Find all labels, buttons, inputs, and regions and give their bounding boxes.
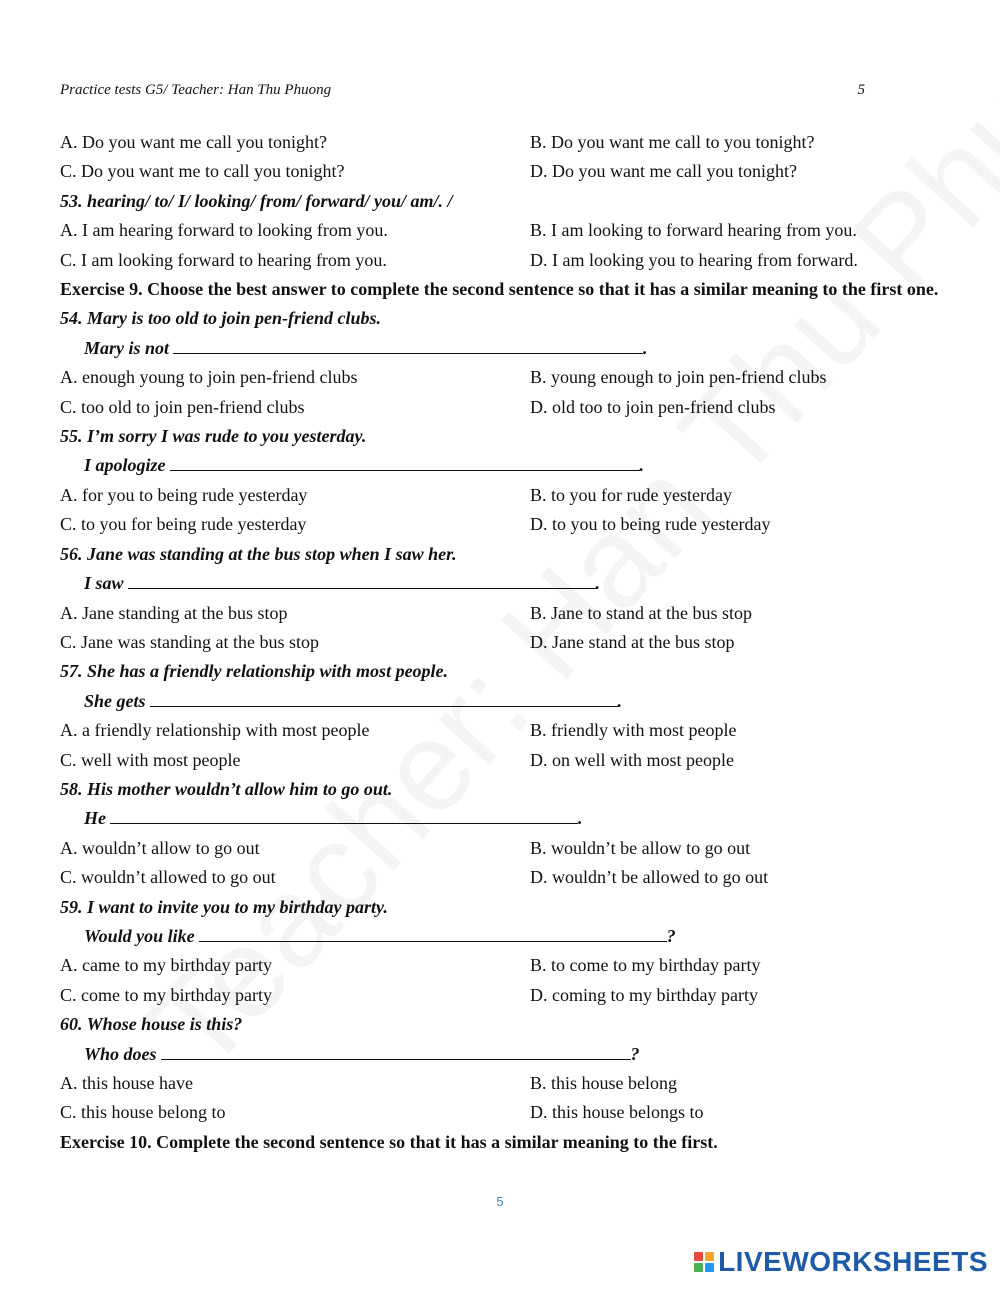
option[interactable]: B. to come to my birthday party [530,955,761,976]
answer-stem [60,451,950,480]
stem-end: . [578,808,583,829]
option[interactable]: C. to you for being rude yesterday [60,514,307,535]
page-header [60,82,865,99]
option[interactable]: A. this house have [60,1073,193,1093]
stem-text: Mary is not [84,337,170,358]
answer-blank[interactable] [161,1041,631,1060]
options-row [60,246,950,275]
q52-options-row-2 [60,157,950,186]
option[interactable]: C. come to my birthday party [60,984,272,1005]
option[interactable]: D. Do you want me call you tonight? [530,161,797,182]
logo-square [694,1252,703,1261]
option[interactable]: A. a friendly relationship with most people [60,720,370,741]
option[interactable]: D. wouldn’t be allowed to go out [530,867,769,888]
stem-text: I apologize [84,455,166,476]
question-prompt: 54. Mary is too old to join pen-friend clubs. [60,308,382,329]
option[interactable]: B. wouldn’t be allow to go out [530,837,751,858]
answer-stem [60,569,950,598]
logo-square [705,1252,714,1261]
option[interactable]: D. on well with most people [530,749,734,770]
options-row [60,599,950,628]
header-page-number: 5 [857,82,865,98]
options-row [60,628,950,657]
stem-text: He [84,808,106,829]
stem-text: She gets [84,690,146,711]
option[interactable]: C. Jane was standing at the bus stop [60,631,319,652]
option[interactable]: D. coming to my birthday party [530,984,758,1005]
options-row [60,393,950,422]
logo-text: LIVEWORKSHEETS [718,1246,988,1277]
stem-end: . [643,337,648,358]
options-row [60,834,950,863]
stem-end: ? [630,1043,640,1064]
options-row [60,481,950,510]
options-row [60,716,950,745]
option[interactable]: B. this house belong [530,1073,677,1093]
answer-stem [60,1040,950,1069]
option[interactable]: D. this house belongs to [530,1102,704,1123]
question-prompt: 53. hearing/ to/ I/ looking/ from/ forward/ you/ am/. / [60,190,453,211]
option[interactable]: B. young enough to join pen-friend clubs [530,367,827,388]
question-prompt: 55. I’m sorry I was rude to you yesterday. [60,426,367,447]
answer-blank[interactable] [150,688,618,707]
answer-blank[interactable] [173,335,643,354]
exercise-heading: Exercise 9. Choose the best answer to complete the second sentence so that it has a similar meaning to the first one. [60,279,939,300]
stem-end: ? [666,925,676,946]
logo-grid-icon [694,1252,714,1272]
options-row [60,363,950,392]
option[interactable]: A. came to my birthday party [60,955,272,976]
worksheet-content [60,128,950,1157]
answer-blank[interactable] [128,570,596,589]
question-prompt: 59. I want to invite you to my birthday party. [60,896,388,917]
answer-stem [60,922,950,951]
option[interactable]: C. I am looking forward to hearing from you. [60,249,387,270]
logo-square [694,1263,703,1272]
option[interactable]: A. enough young to join pen-friend clubs [60,367,358,388]
option[interactable]: D. Jane stand at the bus stop [530,631,735,652]
option[interactable]: D. old too to join pen-friend clubs [530,396,776,417]
option[interactable]: A. for you to being rude yesterday [60,484,308,505]
option[interactable]: B. to you for rude yesterday [530,484,732,505]
options-row [60,746,950,775]
answer-stem [60,334,950,363]
options-row [60,863,950,892]
question-prompt: 56. Jane was standing at the bus stop when I saw her. [60,543,457,564]
options-row [60,1069,950,1098]
option[interactable]: B. Jane to stand at the bus stop [530,602,752,623]
answer-blank[interactable] [199,923,667,942]
option[interactable]: A. Jane standing at the bus stop [60,602,288,623]
option[interactable]: C. Do you want me to call you tonight? [60,161,345,182]
stem-end: . [639,455,645,476]
option[interactable]: C. well with most people [60,749,241,770]
options-row [60,1098,950,1127]
stem-text: Would you like [84,925,195,946]
options-row [60,216,950,245]
q52-options-row-1 [60,128,950,157]
option[interactable]: D. I am looking you to hearing from forward. [530,249,858,270]
question-prompt: 57. She has a friendly relationship with most people. [60,661,449,682]
option[interactable]: D. to you to being rude yesterday [530,514,771,535]
question-prompt: 60. Whose house is this? [60,1014,243,1035]
answer-stem [60,687,950,716]
option[interactable]: B. I am looking to forward hearing from you. [530,220,857,241]
logo-square [705,1263,714,1272]
option[interactable]: A. Do you want me call you tonight? [60,132,327,152]
option[interactable]: B. friendly with most people [530,720,737,741]
option[interactable]: C. too old to join pen-friend clubs [60,396,305,417]
answer-blank[interactable] [170,452,640,471]
stem-end: . [617,690,623,711]
answer-blank[interactable] [110,805,578,824]
footer-page-number: 5 [496,1194,504,1209]
option[interactable]: B. Do you want me call to you tonight? [530,132,815,152]
option[interactable]: C. wouldn’t allowed to go out [60,867,276,888]
stem-text: Who does [84,1043,157,1064]
options-row [60,510,950,539]
answer-stem [60,804,950,833]
stem-end: . [595,573,601,594]
exercise-heading: Exercise 10. Complete the second sentence so that it has a similar meaning to the first. [60,1131,718,1152]
question-prompt: 58. His mother wouldn’t allow him to go out. [60,778,393,799]
header-title: Practice tests G5/ Teacher: Han Thu Phuong [60,82,332,98]
liveworksheets-logo[interactable] [694,1246,988,1278]
option[interactable]: A. wouldn’t allow to go out [60,837,260,858]
options-row [60,981,950,1010]
options-row [60,951,950,980]
stem-text: I saw [84,573,124,594]
option[interactable]: A. I am hearing forward to looking from you. [60,220,388,241]
option[interactable]: C. this house belong to [60,1102,226,1123]
